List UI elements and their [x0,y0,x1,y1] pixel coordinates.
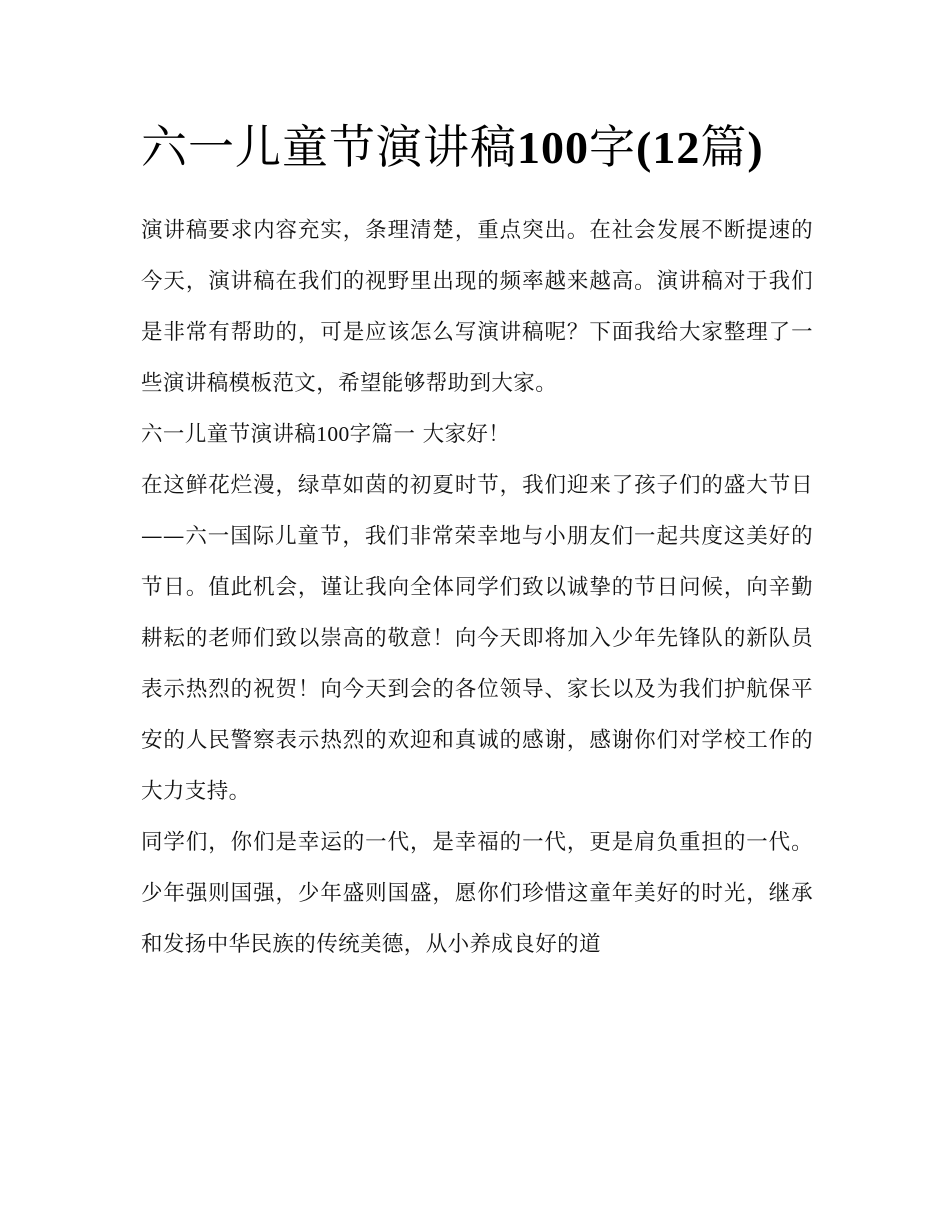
document-title: 六一儿童节演讲稿100字(12篇) [141,120,764,174]
speech-paragraph-2: 同学们，你们是幸运的一代，是幸福的一代，更是肩负重担的一代。少年强则国强，少年盛则国盛，愿你们珍惜这童年美好的时光，继承和发扬中华民族的传统美德，从小养成良好的道 [141,830,813,957]
intro-paragraph: 演讲稿要求内容充实，条理清楚，重点突出。在社会发展不断提速的今天，演讲稿在我们的视野里出现的频率越来越高。演讲稿对于我们是非常有帮助的，可是应该怎么写演讲稿呢？下面我给大家整理了一些演讲稿模板范文，希望能够帮助到大家。 [141,218,813,396]
speech-paragraph-1: 在这鲜花烂漫，绿草如茵的初夏时节，我们迎来了孩子们的盛大节日——六一国际儿童节，我们非常荣幸地与小朋友们一起共度这美好的节日。值此机会，谨让我向全体同学们致以诚挚的节日问候，向辛勤耕耘的老师们致以崇高的敬意！向今天即将加入少年先锋队的新队员表示热烈的祝贺！向今天到会的各位领导、家长以及为我们护航保平安的人民警察表示热烈的欢迎和真诚的感谢，感谢你们对学校工作的大力支持。 [141,473,813,804]
document-page [141,110,813,970]
section-heading-paragraph: 六一儿童节演讲稿100字篇一 大家好！ [141,422,511,447]
document-body [141,205,813,970]
